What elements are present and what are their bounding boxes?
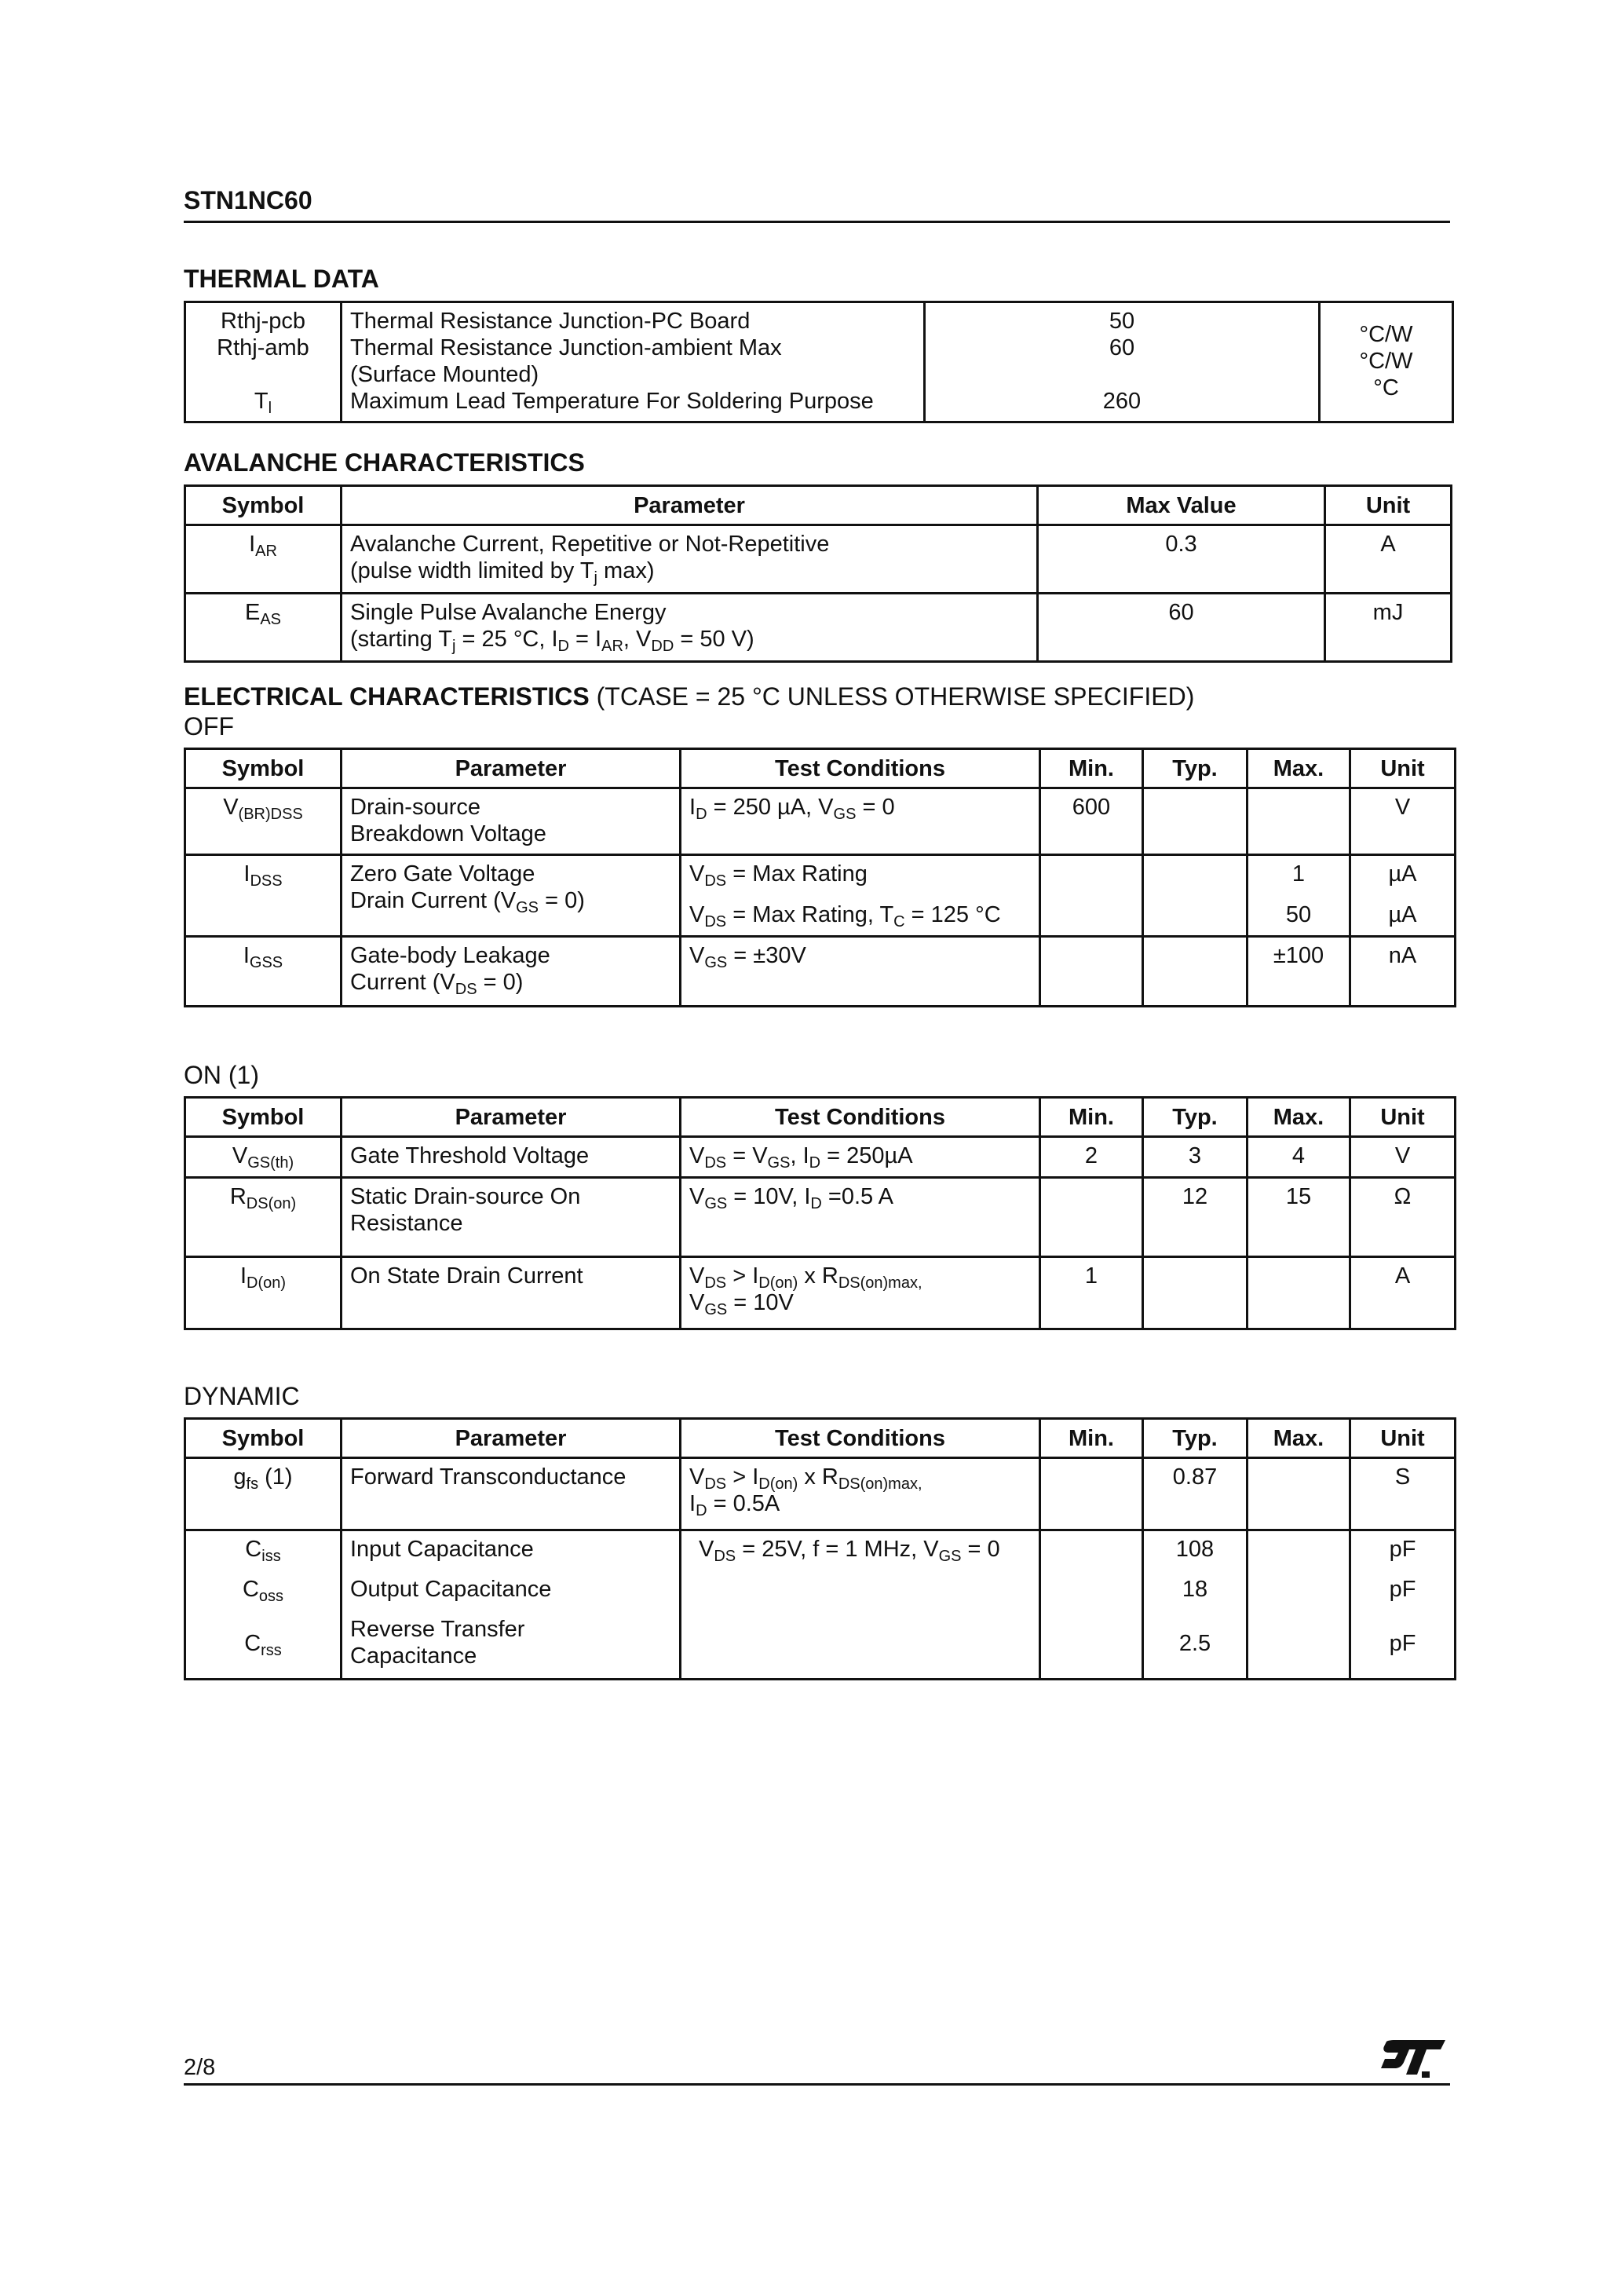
parameter-cell: Single Pulse Avalanche Energy (starting $T_j = 25$ °C, $I_D = I_{AR}$, $V_{DD} = 50$ V) xyxy=(342,594,1038,662)
avalanche-title: AVALANCHE CHARACTERISTICS xyxy=(184,448,585,477)
test-conditions-cell: $V_{DS} > I_{D(on)}$ x $R_{DS(on)max,}$ $I_D = 0.5A$ xyxy=(681,1458,1040,1530)
table-row xyxy=(185,1530,1456,1680)
min-cell xyxy=(1040,1458,1143,1530)
parameter-cell: Forward Transconductance xyxy=(342,1458,681,1530)
col-symbol: Symbol xyxy=(185,486,342,525)
test-conditions-cell: $I_D = 250$ µA, $V_{GS} = 0$ xyxy=(681,788,1040,855)
symbol-cell: $R_{DS(on)}$ xyxy=(185,1178,342,1257)
symbol-cell: $g_{fs}$ (1) xyxy=(185,1458,342,1530)
symbol-cell: $I_{DSS}$ xyxy=(185,855,342,937)
col-max: Max. xyxy=(1248,749,1350,788)
min-cell xyxy=(1040,937,1143,1007)
typ-cell xyxy=(1143,855,1248,937)
unit-cell: mJ xyxy=(1325,594,1452,662)
table-row xyxy=(185,937,1456,1007)
min-cell xyxy=(1040,1178,1143,1257)
symbol-cell: $V_{GS(th)}$ xyxy=(185,1137,342,1178)
thermal-data-title: THERMAL DATA xyxy=(184,265,379,293)
min-cell xyxy=(1040,855,1143,937)
value-cell: 0.3 xyxy=(1038,525,1325,594)
max-cell xyxy=(1248,788,1350,855)
electrical-title: ELECTRICAL CHARACTERISTICS (TCASE = 25 °C UNLESS OTHERWISE SPECIFIED) xyxy=(184,682,1195,711)
col-typ: Typ. xyxy=(1143,1098,1248,1137)
symbol-cell: $I_{D(on)}$ xyxy=(185,1257,342,1329)
table-row xyxy=(185,1257,1456,1329)
unit-cell: S xyxy=(1350,1458,1456,1530)
col-min: Min. xyxy=(1040,1419,1143,1458)
col-test-conditions: Test Conditions xyxy=(681,1419,1040,1458)
col-parameter: Parameter xyxy=(342,486,1038,525)
symbol-cell: $V_{(BR)DSS}$ xyxy=(185,788,342,855)
footer-rule xyxy=(184,2083,1450,2086)
col-unit: Unit xyxy=(1350,1098,1456,1137)
typ-cell xyxy=(1143,1257,1248,1329)
off-header-row xyxy=(185,749,1456,788)
typ-cell: 108 18 2.5 xyxy=(1143,1530,1248,1680)
unit-cell: V xyxy=(1350,788,1456,855)
parameter-cell: On State Drain Current xyxy=(342,1257,681,1329)
col-max-value: Max Value xyxy=(1038,486,1325,525)
max-cell: 1 50 xyxy=(1248,855,1350,937)
col-test-conditions: Test Conditions xyxy=(681,1098,1040,1137)
table-row xyxy=(185,788,1456,855)
dynamic-title: DYNAMIC xyxy=(184,1382,300,1410)
symbol-cell: $C_{iss}$ $C_{oss}$ $C_{rss}$ xyxy=(185,1530,342,1680)
col-max: Max. xyxy=(1248,1098,1350,1137)
typ-cell: 3 xyxy=(1143,1137,1248,1178)
min-cell: 600 xyxy=(1040,788,1143,855)
thermal-symbols: Rthj-pcb Rthj-amb $T_l$ xyxy=(185,302,342,422)
test-conditions-cell: $V_{GS} = 10V$, $I_D =0.5$ A xyxy=(681,1178,1040,1257)
avalanche-table xyxy=(184,484,1452,663)
part-number-header: STN1NC60 xyxy=(184,186,312,214)
col-min: Min. xyxy=(1040,1098,1143,1137)
typ-cell xyxy=(1143,788,1248,855)
parameter-cell: Gate-body Leakage Current $(V_{DS} = 0)$ xyxy=(342,937,681,1007)
st-logo-icon xyxy=(1378,2038,1447,2079)
test-conditions-cell: $V_{DS} = V_{GS}$, $I_D = 250\mu A$ xyxy=(681,1137,1040,1178)
typ-cell: 0.87 xyxy=(1143,1458,1248,1530)
parameter-cell: Static Drain-source On Resistance xyxy=(342,1178,681,1257)
unit-cell: µA µA xyxy=(1350,855,1456,937)
thermal-row xyxy=(185,302,1453,422)
table-row xyxy=(185,1458,1456,1530)
table-row xyxy=(185,594,1452,662)
col-parameter: Parameter xyxy=(342,749,681,788)
unit-cell: A xyxy=(1350,1257,1456,1329)
table-row xyxy=(185,525,1452,594)
max-cell xyxy=(1248,1458,1350,1530)
symbol-cell: $I_{AR}$ xyxy=(185,525,342,594)
table-row xyxy=(185,855,1456,937)
min-cell: 2 xyxy=(1040,1137,1143,1178)
col-typ: Typ. xyxy=(1143,749,1248,788)
dynamic-table xyxy=(184,1417,1456,1680)
unit-cell: A xyxy=(1325,525,1452,594)
parameter-cell: Avalanche Current, Repetitive or Not-Repetitive (pulse width limited by $T_j$ max) xyxy=(342,525,1038,594)
off-title: OFF xyxy=(184,712,234,740)
col-unit: Unit xyxy=(1350,749,1456,788)
max-cell xyxy=(1248,1257,1350,1329)
test-conditions-cell: $V_{GS} = \pm 30V$ xyxy=(681,937,1040,1007)
thermal-parameters: Thermal Resistance Junction-PC Board Thermal Resistance Junction-ambient Max (Surface Mounted) Maximum Lead Temperature For Soldering Purpose xyxy=(342,302,925,422)
test-conditions-cell: $V_{DS} = 25V$, f = 1 MHz, $V_{GS} = 0$ xyxy=(681,1530,1040,1680)
test-conditions-cell: $V_{DS}$ = Max Rating $V_{DS}$ = Max Rating, $T_C = 125$ °C xyxy=(681,855,1040,937)
max-cell: ±100 xyxy=(1248,937,1350,1007)
col-unit: Unit xyxy=(1325,486,1452,525)
on-title: ON (1) xyxy=(184,1061,259,1089)
typ-cell xyxy=(1143,937,1248,1007)
col-symbol: Symbol xyxy=(185,1098,342,1137)
test-conditions-cell: $V_{DS} > I_{D(on)}$ x $R_{DS(on)max,}$ $V_{GS} = 10V$ xyxy=(681,1257,1040,1329)
col-typ: Typ. xyxy=(1143,1419,1248,1458)
col-test-conditions: Test Conditions xyxy=(681,749,1040,788)
unit-cell: pF pF pF xyxy=(1350,1530,1456,1680)
header-rule xyxy=(184,221,1450,223)
value-cell: 60 xyxy=(1038,594,1325,662)
unit-cell: Ω xyxy=(1350,1178,1456,1257)
symbol-cell: $E_{AS}$ xyxy=(185,594,342,662)
unit-cell: V xyxy=(1350,1137,1456,1178)
parameter-cell: Drain-source Breakdown Voltage xyxy=(342,788,681,855)
min-cell xyxy=(1040,1530,1143,1680)
thermal-units: °C/W °C/W °C xyxy=(1320,302,1453,422)
col-symbol: Symbol xyxy=(185,749,342,788)
min-cell: 1 xyxy=(1040,1257,1143,1329)
on-header-row xyxy=(185,1098,1456,1137)
parameter-cell: Input Capacitance Output Capacitance Reverse Transfer Capacitance xyxy=(342,1530,681,1680)
typ-cell: 12 xyxy=(1143,1178,1248,1257)
table-row xyxy=(185,1178,1456,1257)
parameter-cell: Zero Gate Voltage Drain Current $(V_{GS} = 0)$ xyxy=(342,855,681,937)
col-parameter: Parameter xyxy=(342,1098,681,1137)
avalanche-header-row xyxy=(185,486,1452,525)
parameter-cell: Gate Threshold Voltage xyxy=(342,1137,681,1178)
symbol-cell: $I_{GSS}$ xyxy=(185,937,342,1007)
off-table xyxy=(184,748,1456,1007)
col-unit: Unit xyxy=(1350,1419,1456,1458)
max-cell xyxy=(1248,1530,1350,1680)
page-number: 2/8 xyxy=(184,2055,216,2080)
dynamic-header-row xyxy=(185,1419,1456,1458)
max-cell: 4 xyxy=(1248,1137,1350,1178)
col-max: Max. xyxy=(1248,1419,1350,1458)
col-symbol: Symbol xyxy=(185,1419,342,1458)
table-row xyxy=(185,1137,1456,1178)
thermal-data-table xyxy=(184,301,1454,423)
unit-cell: nA xyxy=(1350,937,1456,1007)
col-min: Min. xyxy=(1040,749,1143,788)
max-cell: 15 xyxy=(1248,1178,1350,1257)
thermal-values: 50 60 260 xyxy=(925,302,1320,422)
on-table xyxy=(184,1096,1456,1330)
col-parameter: Parameter xyxy=(342,1419,681,1458)
